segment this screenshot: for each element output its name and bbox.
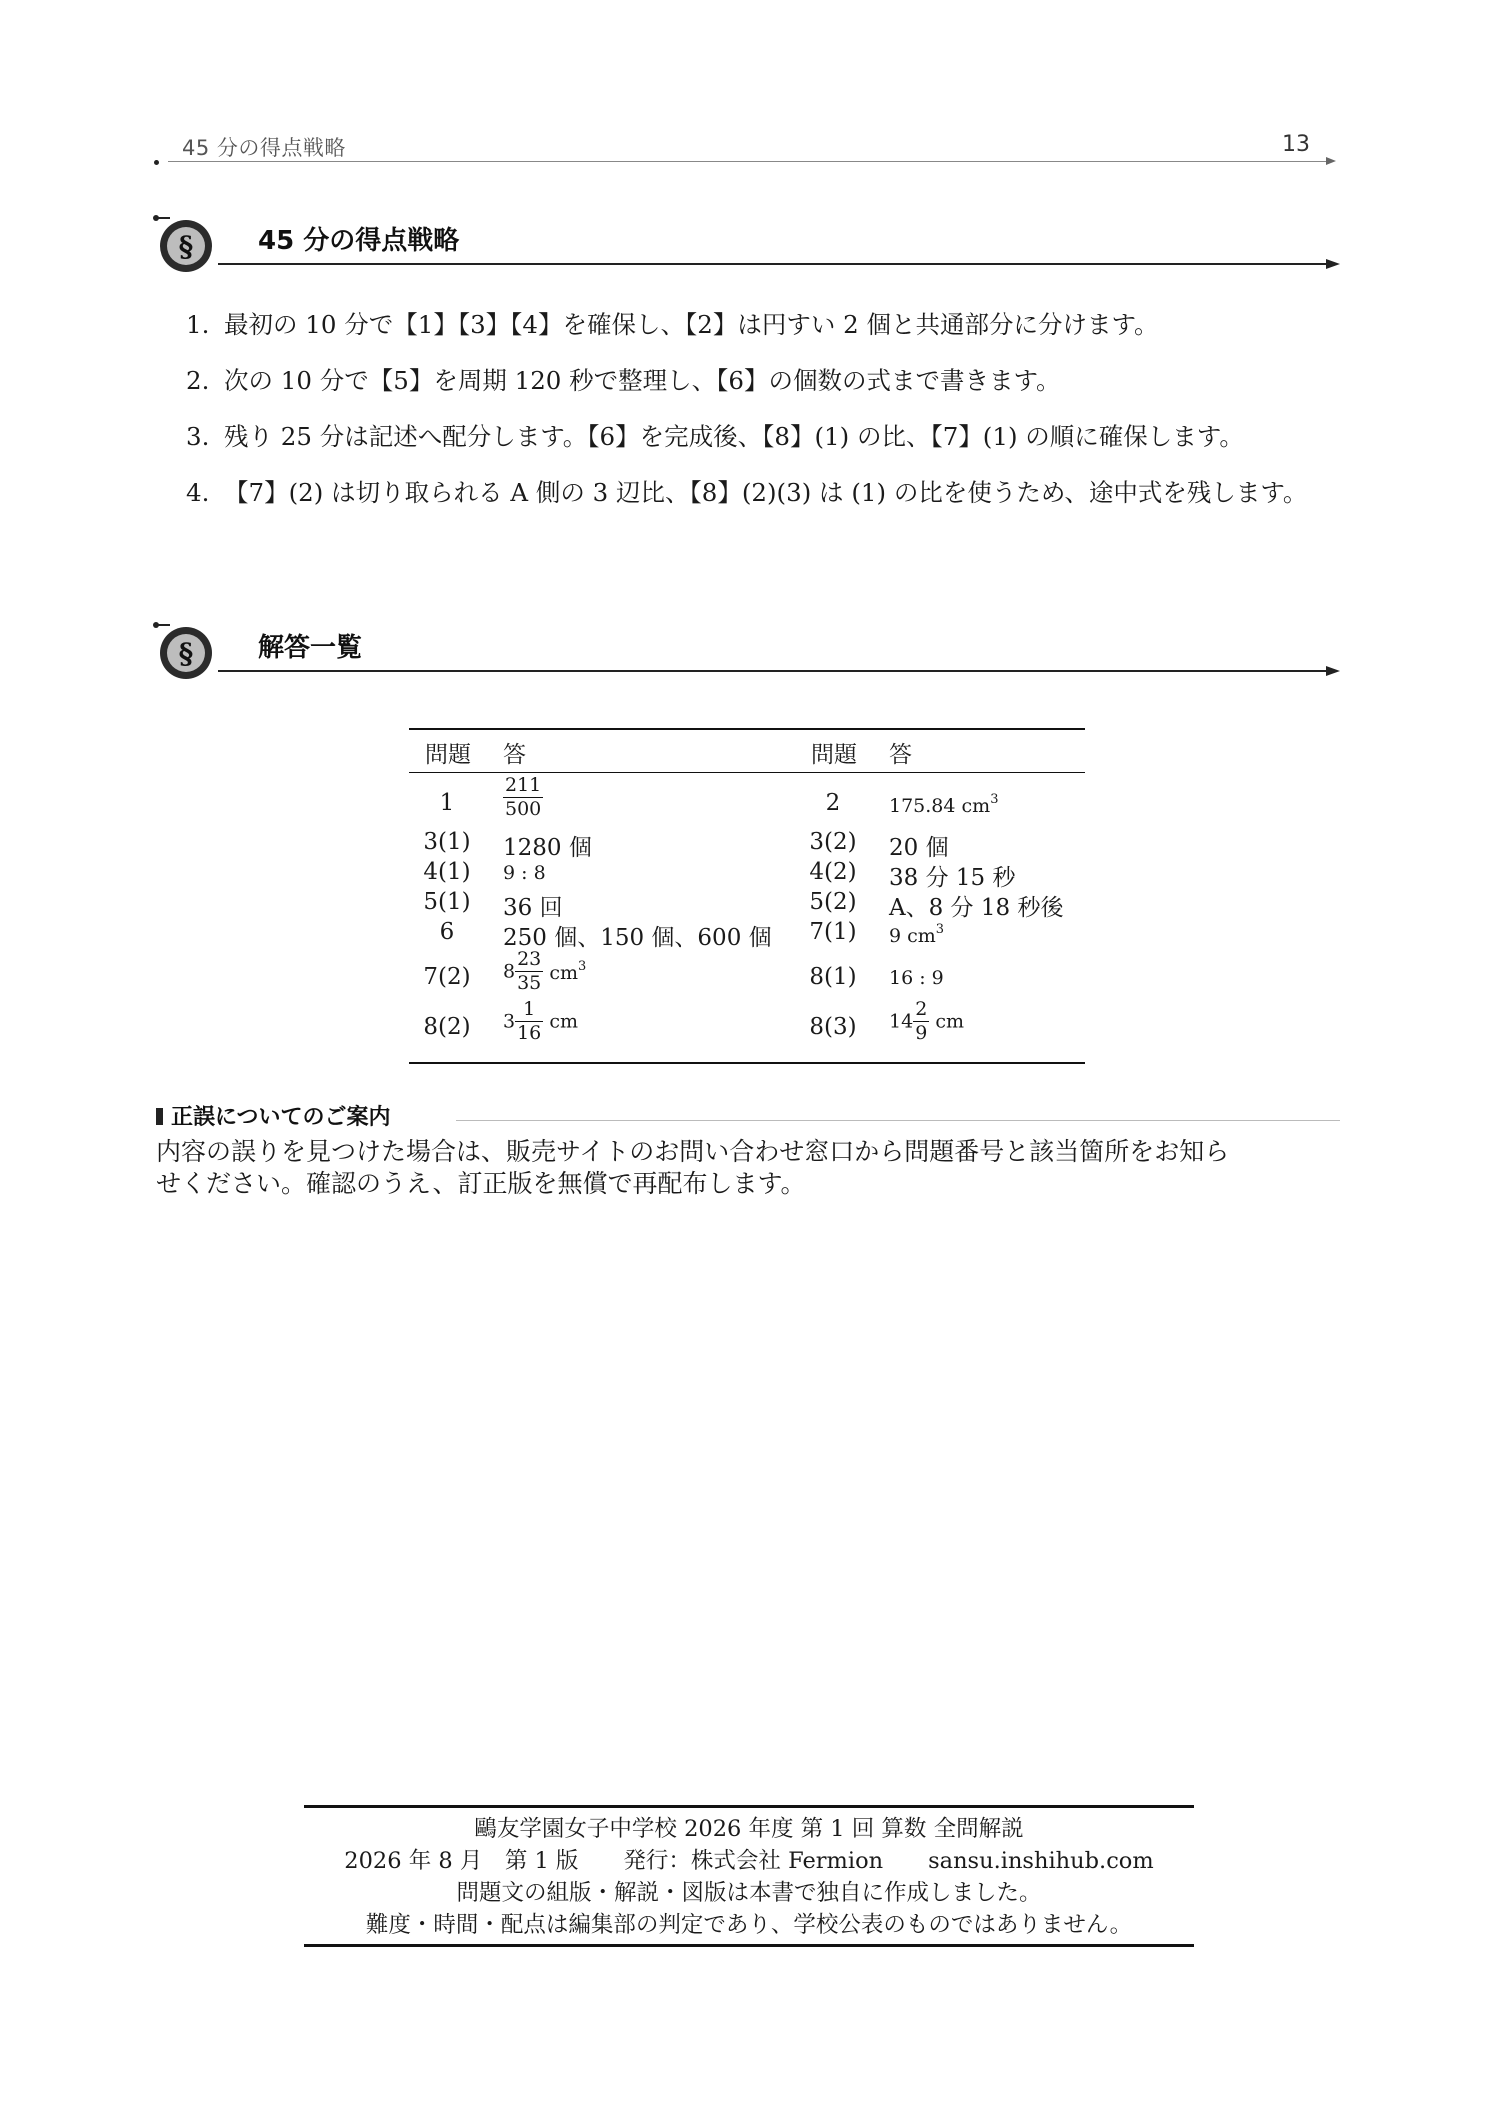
item-text: 次の 10 分で【5】を周期 120 秒で整理し、【6】の個数の式まで書きます。 <box>224 366 1061 395</box>
unit: cm <box>549 1010 578 1033</box>
svg-text:§: § <box>178 230 194 263</box>
question-number: 8(1) <box>809 964 857 990</box>
question-number: 2 <box>825 790 841 816</box>
question-number: 3(2) <box>809 829 857 855</box>
item-number: 3. <box>186 422 210 451</box>
fraction-numerator: 211 <box>505 774 542 796</box>
answer-value: 250 個、150 個、600 個 <box>503 925 772 951</box>
answer-value <box>889 1000 964 1043</box>
answer-value: A、8 分 18 秒後 <box>889 895 1064 921</box>
section-rule-arrow <box>1326 666 1340 676</box>
section-title: 解答一覧 <box>258 633 363 663</box>
question-number: 8(2) <box>423 1014 471 1040</box>
answer-value <box>889 922 944 947</box>
section-heading-strategy <box>150 210 1340 280</box>
colophon-top-rule <box>304 1805 1194 1808</box>
answer-value: 9 : 8 <box>503 862 546 884</box>
question-number: 7(2) <box>423 964 471 990</box>
colophon <box>304 1805 1194 1947</box>
item-text: 【7】(2) は切り取られる A 側の 3 辺比、【8】(2)(3) は (1) の比を使うため、途中式を残します。 <box>224 478 1308 507</box>
answer-value: 20 個 <box>889 835 949 861</box>
question-number: 7(1) <box>809 919 857 945</box>
column-header-answer: 答 <box>889 742 912 768</box>
answer-text: 9 cm <box>889 925 936 947</box>
errata-line: 内容の誤りを見つけた場合は、販売サイトのお問い合わせ窓口から問題番号と該当箇所をお知ら <box>156 1137 1230 1166</box>
column-header-question: 問題 <box>811 742 857 768</box>
mixed-whole: 8 <box>503 960 516 983</box>
section-rule <box>218 263 1328 265</box>
question-number: 3(1) <box>423 829 471 855</box>
colophon-note: 難度・時間・配点は編集部の判定であり、学校公表のものではありません。 <box>365 1912 1133 1938</box>
list-item <box>186 422 1346 452</box>
question-number: 4(2) <box>809 859 857 885</box>
page-number: 13 <box>1282 132 1310 157</box>
fraction-denominator: 35 <box>517 972 542 994</box>
item-number: 2. <box>186 366 210 395</box>
answer-value <box>503 950 586 993</box>
question-number: 5(1) <box>423 889 471 915</box>
unit: cm <box>935 1010 964 1033</box>
answer-value: 1280 個 <box>503 835 592 861</box>
strategy-list <box>186 310 1346 534</box>
section-rule-arrow <box>1326 259 1340 269</box>
answer-table <box>409 728 1085 1068</box>
column-header-question: 問題 <box>425 742 471 768</box>
answer-text: 175.84 cm <box>889 795 991 817</box>
unit-exponent: 3 <box>578 959 587 974</box>
question-number: 5(2) <box>809 889 857 915</box>
answer-value: 38 分 15 秒 <box>889 865 1016 891</box>
section-rule <box>218 670 1328 672</box>
list-item <box>186 366 1346 396</box>
section-sign-icon <box>150 210 214 274</box>
fraction-numerator: 2 <box>915 998 928 1020</box>
fraction-denominator: 500 <box>505 798 542 820</box>
svg-text:§: § <box>178 637 194 670</box>
table-top-rule <box>409 728 1085 730</box>
fraction-denominator: 16 <box>517 1022 542 1044</box>
unit-exponent: 3 <box>990 792 999 807</box>
table-bottom-rule <box>409 1062 1085 1064</box>
section-title: 45 分の得点戦略 <box>258 226 460 256</box>
section-sign-icon <box>150 617 214 681</box>
question-number: 8(3) <box>809 1014 857 1040</box>
errata-title: 正誤についてのご案内 <box>171 1105 391 1130</box>
errata-rule <box>456 1120 1340 1121</box>
question-number: 1 <box>439 790 455 816</box>
answer-value <box>503 1000 578 1043</box>
table-header-rule <box>409 772 1085 773</box>
fraction-denominator: 9 <box>915 1022 928 1044</box>
section-heading-answers <box>150 617 1340 687</box>
running-header-title: 45 分の得点戦略 <box>182 136 346 160</box>
item-text: 最初の 10 分で【1】【3】【4】を確保し、【2】は円すい 2 個と共通部分に分けます。 <box>224 310 1159 339</box>
unit: cm <box>549 962 578 984</box>
errata-heading <box>156 1100 391 1131</box>
question-number: 4(1) <box>423 859 471 885</box>
column-header-answer: 答 <box>503 742 526 768</box>
header-rule <box>168 161 1330 162</box>
header-rule-arrow <box>1326 157 1336 165</box>
colophon-bottom-rule <box>304 1944 1194 1947</box>
colophon-title: 鷗友学園女子中学校 2026 年度 第 1 回 算数 全問解説 <box>474 1816 1024 1842</box>
item-text: 残り 25 分は記述へ配分します。【6】を完成後、【8】(1) の比、【7】(1) の順に確保します。 <box>224 422 1244 451</box>
answer-value <box>889 792 998 817</box>
unit-exponent: 3 <box>935 922 945 937</box>
question-number: 6 <box>439 919 455 945</box>
item-number: 1. <box>186 310 210 339</box>
header-bullet <box>154 160 159 165</box>
answer-value: 16 : 9 <box>889 967 944 989</box>
list-item <box>186 478 1346 508</box>
colophon-note: 問題文の組版・解説・図版は本書で独自に作成しました。 <box>456 1880 1042 1906</box>
answer-value: 36 回 <box>503 895 563 921</box>
fraction-numerator: 23 <box>517 948 542 970</box>
colophon-edition: 2026 年 8 月 第 1 版 発行：株式会社 Fermion sansu.inshihub.com <box>344 1848 1154 1874</box>
heading-marker <box>156 1108 163 1125</box>
fraction-numerator: 1 <box>523 998 536 1020</box>
answer-value <box>503 776 543 819</box>
mixed-whole: 3 <box>503 1010 516 1033</box>
errata-line: せください。確認のうえ、訂正版を無償で再配布します。 <box>156 1169 806 1198</box>
list-item <box>186 310 1346 340</box>
errata-body <box>156 1136 1346 1200</box>
mixed-whole: 14 <box>889 1010 914 1033</box>
item-number: 4. <box>186 478 210 507</box>
